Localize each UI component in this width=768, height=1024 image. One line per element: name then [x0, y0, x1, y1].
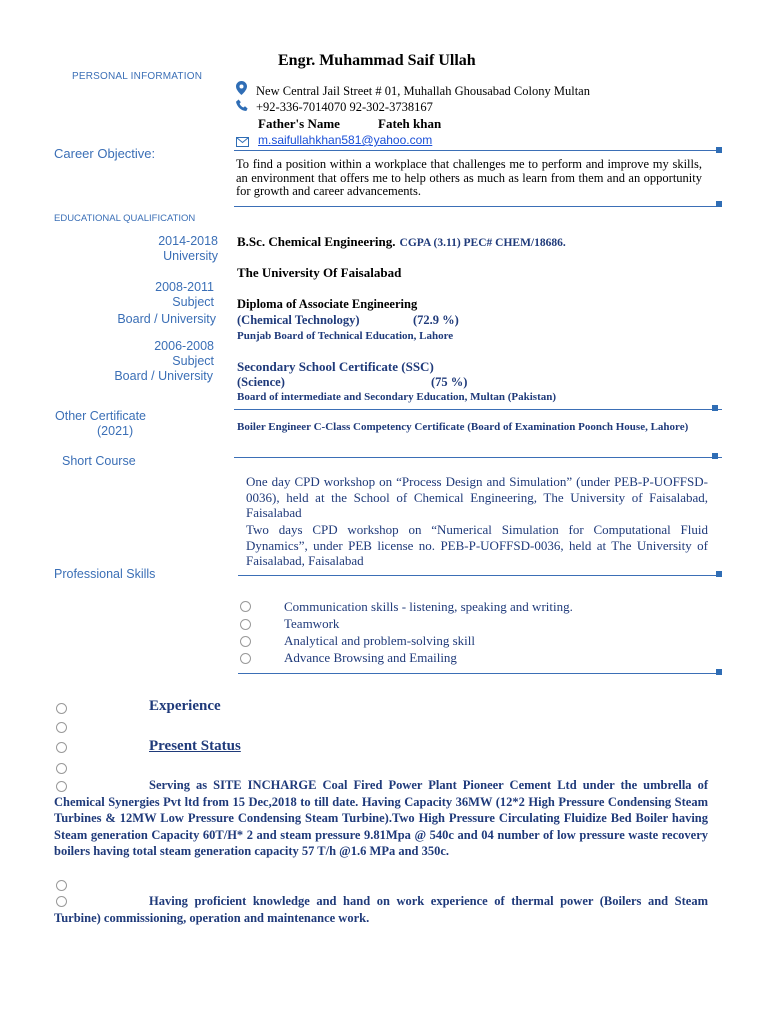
edu2-board: Punjab Board of Technical Education, Lahore	[237, 330, 454, 342]
career-objective-text: To find a position within a workplace that challenges me to perform and improve my skills, an environment that offers me to help others as much as learn from them and an opportunity for growth and career advancements.	[236, 157, 702, 198]
other-cert-label: Other Certificate	[55, 409, 147, 423]
edu3-years: 2006-2008	[154, 339, 214, 353]
present-status-heading: Present Status	[149, 738, 241, 754]
certificate-text: Boiler Engineer C-Class Competency Certificate (Board of Examination Poonch House, Lahore)	[237, 421, 689, 433]
short-course-label: Short Course	[62, 454, 136, 468]
edu2-degree: Diploma of Associate Engineering	[237, 297, 418, 311]
divider-marker	[712, 453, 718, 459]
edu2-years: 2008-2011	[155, 280, 214, 294]
edu3-subject: (Science)	[237, 375, 285, 389]
divider-marker	[716, 571, 722, 577]
bullet-icon	[56, 742, 67, 753]
other-cert-year: (2021)	[97, 424, 134, 438]
personal-info-label: PERSONAL INFORMATION	[72, 71, 203, 82]
divider-line	[238, 575, 722, 576]
father-name-value: Fateh khan	[378, 116, 442, 131]
course-1: One day CPD workshop on “Process Design and Simulation” (under PEB-P-UOFFSD-0036), held at the School of Chemical Engineering, The University of Faisalabad, Faisalabad	[246, 474, 708, 520]
edu3-score: (75 %)	[431, 375, 468, 389]
divider-line	[234, 457, 722, 458]
education-label: EDUCATIONAL QUALIFICATION	[54, 213, 196, 224]
experience-heading: Experience	[149, 698, 221, 714]
divider-line	[234, 206, 722, 207]
father-name-label: Father's Name	[258, 116, 340, 131]
career-objective-label: Career Objective:	[54, 146, 156, 161]
course-2: Two days CPD workshop on “Numerical Simulation for Computational Fluid Dynamics”, under PEB license no. PEB-P-UOFFSD-0036, held at The University of Faisalabad, Faisalabad	[246, 522, 708, 568]
bullet-icon	[240, 619, 251, 630]
skill-item: Analytical and problem-solving skill	[284, 633, 475, 648]
candidate-name: Engr. Muhammad Saif Ullah	[278, 52, 476, 69]
edu1-cgpa: CGPA (3.11) PEC# CHEM/18686.	[399, 237, 566, 249]
skill-item: Communication skills - listening, speaking and writing.	[284, 599, 573, 614]
bullet-icon	[240, 653, 251, 664]
bullet-icon	[240, 636, 251, 647]
divider-line	[238, 673, 722, 674]
location-pin-icon	[236, 81, 247, 99]
edu1-institution: The University Of Faisalabad	[237, 265, 402, 280]
address-text: New Central Jail Street # 01, Muhallah Ghousabad Colony Multan	[256, 84, 590, 98]
bullet-icon	[56, 763, 67, 774]
edu3-line2: Board / University	[114, 369, 213, 383]
bullet-icon	[56, 880, 67, 891]
mail-icon	[236, 135, 249, 151]
edu1-degree: B.Sc. Chemical Engineering.	[237, 234, 396, 249]
email-link[interactable]: m.saifullahkhan581@yahoo.com	[258, 133, 433, 147]
edu2-line1: Subject	[172, 295, 214, 309]
divider-marker	[716, 147, 722, 153]
experience-paragraph-1: Serving as SITE INCHARGE Coal Fired Power Plant Pioneer Cement Ltd under the umbrella of Chemical Synergies Pvt ltd from 15 Dec,2018 to till date. Having Capacity 36MW (12*2 High Pressure Condensing Steam Turbines & 12MW Low Pressure Condensing Steam Turbine).Two High Pressure Circulating Fluidize Bed Boiler having Steam generation Capacity 60T/H* 2 and steam pressure 9.81Mpa @ 540c and 04 number of low pressure waste recovery boilers having total steam generation capacity 57 T/h @1.6 MPa and 350c.	[54, 778, 708, 858]
edu2-line2: Board / University	[117, 312, 216, 326]
divider-line	[234, 409, 722, 410]
edu3-line1: Subject	[172, 354, 214, 368]
edu1-type: University	[163, 249, 218, 263]
phone-text: +92-336-7014070 92-302-3738167	[256, 100, 433, 114]
edu3-board: Board of intermediate and Secondary Education, Multan (Pakistan)	[237, 391, 557, 403]
bullet-icon	[56, 722, 67, 733]
divider-marker	[716, 201, 722, 207]
divider-marker	[716, 669, 722, 675]
divider-marker	[712, 405, 718, 411]
edu2-subject: (Chemical Technology)	[237, 313, 360, 327]
skill-item: Teamwork	[284, 616, 340, 631]
phone-icon	[236, 99, 249, 116]
edu1-years: 2014-2018	[158, 234, 218, 248]
bullet-icon	[56, 703, 67, 714]
bullet-icon	[240, 601, 251, 612]
edu3-degree: Secondary School Certificate (SSC)	[237, 359, 434, 374]
professional-skills-label: Professional Skills	[54, 567, 156, 581]
divider-line	[234, 150, 722, 151]
experience-paragraph-2: Having proficient knowledge and hand on work experience of thermal power (Boilers and Steam Turbine) commissioning, operation and maintenance work.	[54, 894, 708, 925]
skill-item: Advance Browsing and Emailing	[284, 650, 457, 665]
edu2-score: (72.9 %)	[413, 313, 459, 327]
